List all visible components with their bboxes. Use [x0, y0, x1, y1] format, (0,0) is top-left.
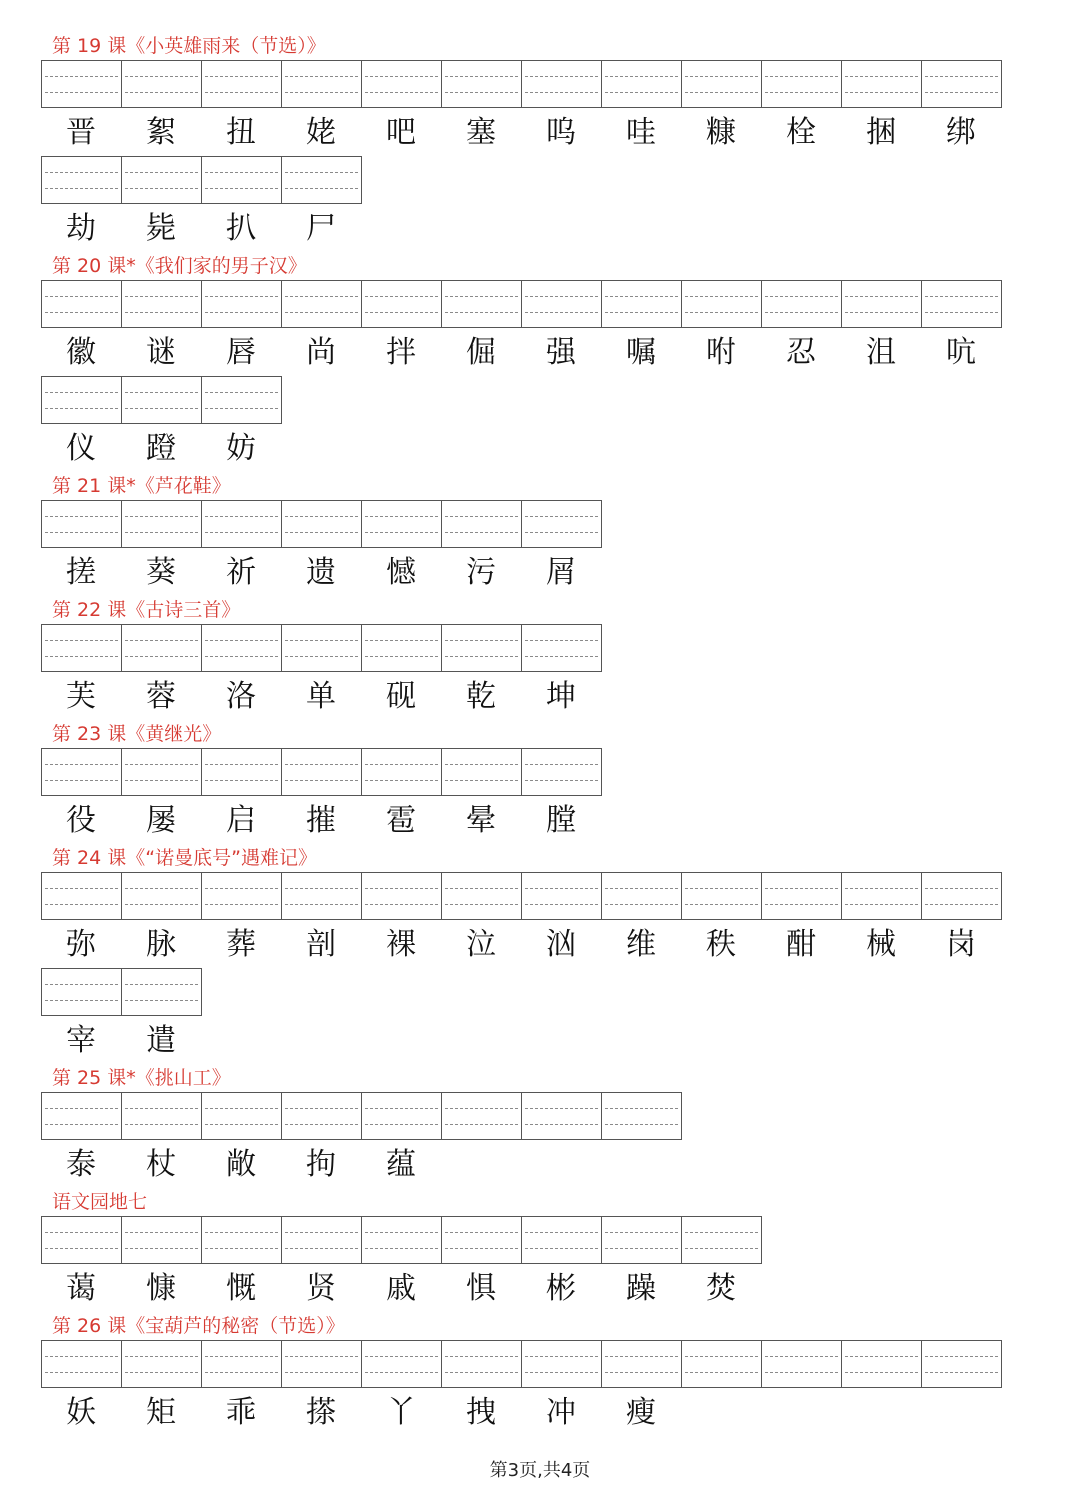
- vocab-character: 摧: [306, 803, 336, 838]
- writing-row: [41, 1340, 1002, 1433]
- writing-box[interactable]: [121, 968, 202, 1016]
- writing-box[interactable]: [41, 872, 122, 920]
- writing-box[interactable]: [201, 1340, 282, 1388]
- vocab-character: 弥: [66, 927, 96, 962]
- vocab-character: 坤: [546, 679, 576, 714]
- writing-box[interactable]: [761, 1340, 842, 1388]
- vocab-character: 屑: [546, 555, 576, 590]
- vocab-character: 宰: [66, 1023, 96, 1058]
- writing-box[interactable]: [361, 280, 442, 328]
- character-list: [41, 113, 1002, 153]
- writing-box[interactable]: [921, 872, 1002, 920]
- writing-box[interactable]: [41, 500, 122, 548]
- vocab-character: 蔼: [66, 1271, 96, 1306]
- vocab-character: 扒: [226, 211, 256, 246]
- vocab-character: 单: [306, 679, 336, 714]
- writing-box[interactable]: [441, 872, 522, 920]
- vocab-character: 遗: [306, 555, 336, 590]
- writing-row: [41, 1092, 682, 1185]
- writing-box[interactable]: [601, 872, 682, 920]
- vocab-character: 尚: [306, 335, 336, 370]
- vocab-character: 祈: [226, 555, 256, 590]
- writing-box[interactable]: [41, 748, 122, 796]
- vocab-character: 泰: [66, 1147, 96, 1182]
- writing-box[interactable]: [601, 1340, 682, 1388]
- writing-row: [41, 60, 1002, 153]
- vocab-character: 栓: [786, 115, 816, 150]
- vocab-character: 砚: [386, 679, 416, 714]
- vocab-character: 倔: [466, 335, 496, 370]
- writing-box[interactable]: [41, 60, 122, 108]
- writing-grid: [41, 376, 282, 424]
- vocab-character: 晕: [466, 803, 496, 838]
- writing-box[interactable]: [921, 280, 1002, 328]
- writing-box[interactable]: [921, 60, 1002, 108]
- writing-box[interactable]: [761, 280, 842, 328]
- vocab-character: 葵: [146, 555, 176, 590]
- writing-box[interactable]: [201, 500, 282, 548]
- vocab-character: 维: [626, 927, 656, 962]
- vocab-character: 蹬: [146, 431, 176, 466]
- vocab-character: 吧: [386, 115, 416, 150]
- writing-box[interactable]: [41, 156, 122, 204]
- writing-box[interactable]: [521, 60, 602, 108]
- vocab-character: 膛: [546, 803, 576, 838]
- vocab-character: 躁: [626, 1271, 656, 1306]
- writing-box[interactable]: [841, 280, 922, 328]
- vocab-character: 贤: [306, 1271, 336, 1306]
- writing-box[interactable]: [121, 1340, 202, 1388]
- writing-grid: [41, 1340, 1002, 1388]
- lesson-title: 第 23 课《黄继光》: [52, 723, 222, 745]
- writing-box[interactable]: [281, 1340, 362, 1388]
- writing-grid: [41, 968, 202, 1016]
- vocab-character: 乖: [226, 1395, 256, 1430]
- vocab-character: 役: [66, 803, 96, 838]
- vocab-character: 唇: [226, 335, 256, 370]
- vocab-character: 洛: [226, 679, 256, 714]
- writing-box[interactable]: [281, 500, 362, 548]
- writing-box[interactable]: [121, 376, 202, 424]
- writing-box[interactable]: [521, 872, 602, 920]
- writing-box[interactable]: [521, 1216, 602, 1264]
- vocab-character: 惧: [466, 1271, 496, 1306]
- writing-box[interactable]: [521, 1092, 602, 1140]
- vocab-character: 絮: [146, 115, 176, 150]
- character-list: [41, 209, 362, 249]
- writing-box[interactable]: [681, 60, 762, 108]
- writing-row: [41, 280, 1002, 373]
- character-list: [41, 1145, 682, 1185]
- writing-box[interactable]: [521, 280, 602, 328]
- character-list: [41, 1021, 202, 1061]
- writing-box[interactable]: [41, 1092, 122, 1140]
- character-list: [41, 553, 602, 593]
- writing-box[interactable]: [41, 280, 122, 328]
- writing-box[interactable]: [681, 872, 762, 920]
- writing-box[interactable]: [281, 156, 362, 204]
- vocab-character: 晋: [66, 115, 96, 150]
- character-list: [41, 677, 602, 717]
- writing-grid: [41, 60, 1002, 108]
- vocab-character: 呜: [546, 115, 576, 150]
- writing-box[interactable]: [121, 60, 202, 108]
- writing-grid: [41, 748, 602, 796]
- writing-box[interactable]: [441, 500, 522, 548]
- vocab-character: 剖: [306, 927, 336, 962]
- vocab-character: 妨: [226, 431, 256, 466]
- writing-row: [41, 624, 602, 717]
- vocab-character: 谜: [146, 335, 176, 370]
- writing-box[interactable]: [521, 500, 602, 548]
- writing-box[interactable]: [521, 624, 602, 672]
- vocab-character: 汹: [546, 927, 576, 962]
- vocab-character: 乾: [466, 679, 496, 714]
- character-list: [41, 925, 1002, 965]
- lesson-title: 语文园地七: [52, 1191, 148, 1213]
- writing-box[interactable]: [441, 748, 522, 796]
- vocab-character: 械: [866, 927, 896, 962]
- writing-box[interactable]: [41, 968, 122, 1016]
- character-list: [41, 1393, 1002, 1433]
- writing-box[interactable]: [521, 1340, 602, 1388]
- writing-box[interactable]: [201, 624, 282, 672]
- writing-box[interactable]: [681, 280, 762, 328]
- writing-grid: [41, 280, 1002, 328]
- vocab-character: 尸: [306, 211, 336, 246]
- vocab-character: 毙: [146, 211, 176, 246]
- vocab-character: 拘: [306, 1147, 336, 1182]
- writing-row: [41, 500, 602, 593]
- writing-grid: [41, 156, 362, 204]
- writing-box[interactable]: [361, 1216, 442, 1264]
- character-list: [41, 801, 602, 841]
- writing-box[interactable]: [441, 60, 522, 108]
- writing-grid: [41, 624, 602, 672]
- vocab-character: 矩: [146, 1395, 176, 1430]
- vocab-character: 哇: [626, 115, 656, 150]
- writing-box[interactable]: [441, 280, 522, 328]
- writing-box[interactable]: [441, 624, 522, 672]
- vocab-character: 蕴: [386, 1147, 416, 1182]
- vocab-character: 污: [466, 555, 496, 590]
- writing-box[interactable]: [121, 280, 202, 328]
- writing-box[interactable]: [521, 748, 602, 796]
- vocab-character: 戚: [386, 1271, 416, 1306]
- vocab-character: 妖: [66, 1395, 96, 1430]
- writing-box[interactable]: [681, 1216, 762, 1264]
- vocab-character: 启: [226, 803, 256, 838]
- writing-row: [41, 748, 602, 841]
- writing-grid: [41, 500, 602, 548]
- writing-box[interactable]: [121, 748, 202, 796]
- vocab-character: 焚: [706, 1271, 736, 1306]
- writing-box[interactable]: [201, 748, 282, 796]
- vocab-character: 脉: [146, 927, 176, 962]
- character-list: [41, 333, 1002, 373]
- writing-box[interactable]: [361, 500, 442, 548]
- vocab-character: 酣: [786, 927, 816, 962]
- writing-box[interactable]: [201, 60, 282, 108]
- vocab-character: 遣: [146, 1023, 176, 1058]
- writing-box[interactable]: [281, 60, 362, 108]
- writing-box[interactable]: [361, 872, 442, 920]
- writing-box[interactable]: [201, 1216, 282, 1264]
- writing-box[interactable]: [841, 1340, 922, 1388]
- writing-grid: [41, 1216, 762, 1264]
- writing-box[interactable]: [281, 872, 362, 920]
- vocab-character: 搽: [306, 1395, 336, 1430]
- vocab-character: 雹: [386, 803, 416, 838]
- vocab-character: 沮: [866, 335, 896, 370]
- vocab-character: 咐: [706, 335, 736, 370]
- vocab-character: 扭: [226, 115, 256, 150]
- vocab-character: 姥: [306, 115, 336, 150]
- vocab-character: 秩: [706, 927, 736, 962]
- writing-box[interactable]: [281, 280, 362, 328]
- writing-box[interactable]: [841, 60, 922, 108]
- writing-box[interactable]: [121, 1092, 202, 1140]
- page-footer: 第3页,共4页: [489, 1460, 591, 1481]
- writing-box[interactable]: [601, 1092, 682, 1140]
- lesson-title: 第 24 课《“诺曼底号”遇难记》: [52, 847, 317, 869]
- writing-box[interactable]: [441, 1092, 522, 1140]
- writing-box[interactable]: [761, 60, 842, 108]
- vocab-character: 仪: [66, 431, 96, 466]
- writing-box[interactable]: [361, 1092, 442, 1140]
- writing-box[interactable]: [361, 1340, 442, 1388]
- vocab-character: 葬: [226, 927, 256, 962]
- writing-box[interactable]: [121, 624, 202, 672]
- writing-row: [41, 1216, 762, 1309]
- vocab-character: 岗: [946, 927, 976, 962]
- vocab-character: 泣: [466, 927, 496, 962]
- writing-box[interactable]: [921, 1340, 1002, 1388]
- writing-grid: [41, 872, 1002, 920]
- writing-row: [41, 872, 1002, 965]
- writing-box[interactable]: [441, 1340, 522, 1388]
- vocab-character: 徽: [66, 335, 96, 370]
- vocab-character: 搓: [66, 555, 96, 590]
- writing-box[interactable]: [361, 624, 442, 672]
- writing-box[interactable]: [201, 280, 282, 328]
- writing-box[interactable]: [281, 624, 362, 672]
- character-list: [41, 1269, 762, 1309]
- vocab-character: 嘱: [626, 335, 656, 370]
- lesson-title: 第 26 课《宝葫芦的秘密（节选）》: [52, 1315, 345, 1337]
- vocab-character: 吭: [946, 335, 976, 370]
- vocab-character: 忍: [786, 335, 816, 370]
- writing-grid: [41, 1092, 682, 1140]
- writing-box[interactable]: [281, 1216, 362, 1264]
- vocab-character: 丫: [386, 1395, 416, 1430]
- vocab-character: 憾: [386, 555, 416, 590]
- writing-box[interactable]: [41, 1216, 122, 1264]
- lesson-title: 第 20 课*《我们家的男子汉》: [52, 255, 307, 277]
- writing-row: [41, 156, 362, 249]
- vocab-character: 瘦: [626, 1395, 656, 1430]
- character-list: [41, 429, 282, 469]
- writing-box[interactable]: [201, 156, 282, 204]
- vocab-character: 屡: [146, 803, 176, 838]
- writing-box[interactable]: [441, 1216, 522, 1264]
- vocab-character: 劫: [66, 211, 96, 246]
- writing-box[interactable]: [761, 872, 842, 920]
- writing-box[interactable]: [201, 1092, 282, 1140]
- lesson-title: 第 25 课*《挑山工》: [52, 1067, 231, 1089]
- vocab-character: 敞: [226, 1147, 256, 1182]
- writing-box[interactable]: [681, 1340, 762, 1388]
- writing-box[interactable]: [361, 60, 442, 108]
- writing-box[interactable]: [41, 1340, 122, 1388]
- writing-box[interactable]: [201, 376, 282, 424]
- lesson-title: 第 22 课《古诗三首》: [52, 599, 241, 621]
- writing-box[interactable]: [281, 748, 362, 796]
- writing-box[interactable]: [121, 1216, 202, 1264]
- vocab-character: 彬: [546, 1271, 576, 1306]
- vocab-character: 绑: [946, 115, 976, 150]
- writing-box[interactable]: [41, 624, 122, 672]
- vocab-character: 芙: [66, 679, 96, 714]
- writing-row: [41, 376, 282, 469]
- writing-box[interactable]: [601, 280, 682, 328]
- lesson-title: 第 19 课《小英雄雨来（节选）》: [52, 35, 326, 57]
- vocab-character: 裸: [386, 927, 416, 962]
- writing-box[interactable]: [281, 1092, 362, 1140]
- vocab-character: 拽: [466, 1395, 496, 1430]
- lesson-title: 第 21 课*《芦花鞋》: [52, 475, 231, 497]
- vocab-character: 强: [546, 335, 576, 370]
- writing-box[interactable]: [121, 872, 202, 920]
- writing-box[interactable]: [121, 500, 202, 548]
- vocab-character: 慨: [226, 1271, 256, 1306]
- writing-box[interactable]: [361, 748, 442, 796]
- vocab-character: 塞: [466, 115, 496, 150]
- vocab-character: 拌: [386, 335, 416, 370]
- writing-box[interactable]: [601, 1216, 682, 1264]
- vocab-character: 蓉: [146, 679, 176, 714]
- writing-row: [41, 968, 202, 1061]
- vocab-character: 糠: [706, 115, 736, 150]
- vocab-character: 杖: [146, 1147, 176, 1182]
- writing-box[interactable]: [601, 60, 682, 108]
- writing-box[interactable]: [841, 872, 922, 920]
- writing-box[interactable]: [41, 376, 122, 424]
- vocab-character: 慷: [146, 1271, 176, 1306]
- writing-box[interactable]: [121, 156, 202, 204]
- vocab-character: 捆: [866, 115, 896, 150]
- writing-box[interactable]: [201, 872, 282, 920]
- vocab-character: 冲: [546, 1395, 576, 1430]
